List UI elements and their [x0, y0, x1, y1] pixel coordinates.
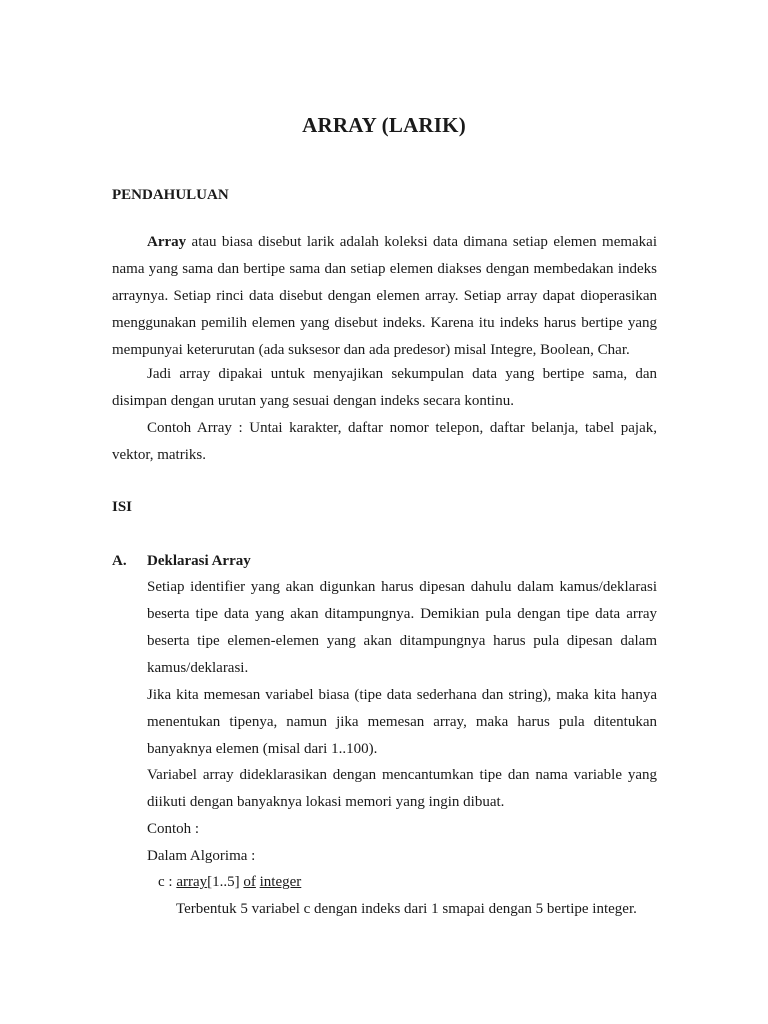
code-range: [1..5]	[207, 874, 244, 890]
heading-pendahuluan: PENDAHULUAN	[112, 187, 229, 203]
section-a-marker: A.	[112, 553, 127, 569]
code-keyword-integer: integer	[259, 874, 302, 890]
section-a-paragraph-1: Setiap identifier yang akan digunkan harus dipesan dahulu dalam kamus/deklarasi beserta tipe data yang akan ditampungnya. Demikian pula dengan tipe data array beserta tipe elemen-elemen yang akan ditampungnya harus pula dipesan dalam kamus/deklarasi.	[147, 579, 657, 676]
code-explanation: Terbentuk 5 variabel c dengan indeks dari 1 smapai dengan 5 bertipe integer.	[176, 901, 637, 917]
code-keyword-array: array	[176, 874, 208, 890]
section-a-paragraph-3: Variabel array dideklarasikan dengan mencantumkan tipe dan nama variable yang diikuti dengan banyaknya lokasi memori yang ingin dibuat.	[147, 767, 657, 810]
dalam-algorima-label: Dalam Algorima :	[147, 848, 256, 864]
pendahuluan-paragraph-1	[112, 229, 657, 364]
code-keyword-of: of	[243, 874, 256, 890]
array-term: Array	[147, 234, 187, 250]
pendahuluan-paragraph-3: Contoh Array : Untai karakter, daftar nomor telepon, daftar belanja, tabel pajak, vektor, matriks.	[112, 420, 657, 463]
section-a-paragraph-2: Jika kita memesan variabel biasa (tipe data sederhana dan string), maka kita hanya menentukan tipenya, namun jika memesan array, maka harus pula ditentukan banyaknya elemen (misal dari 1..100).	[147, 687, 657, 757]
code-prefix: c :	[158, 874, 177, 890]
code-declaration	[158, 874, 301, 891]
contoh-label: Contoh :	[147, 821, 200, 837]
pendahuluan-paragraph-2: Jadi array dipakai untuk menyajikan sekumpulan data yang bertipe sama, dan disimpan dengan urutan yang sesuai dengan indeks secara kontinu.	[112, 366, 657, 409]
heading-isi: ISI	[112, 499, 133, 515]
document-title: ARRAY (LARIK)	[302, 113, 466, 137]
paragraph-1-text: atau biasa disebut larik adalah koleksi data dimana setiap elemen memakai nama yang sama dan bertipe sama dan setiap elemen diakses dengan membedakan indeks arraynya. Setiap rinci data disebut dengan elemen array. Setiap array dapat dioperasikan menggunakan pemilih elemen yang disebut indeks. Karena itu indeks harus bertipe yang mempunyai keterurutan (ada suksesor dan ada predesor) misal Integre, Boolean, Char.	[112, 234, 657, 358]
section-a-title: Deklarasi Array	[147, 553, 251, 569]
